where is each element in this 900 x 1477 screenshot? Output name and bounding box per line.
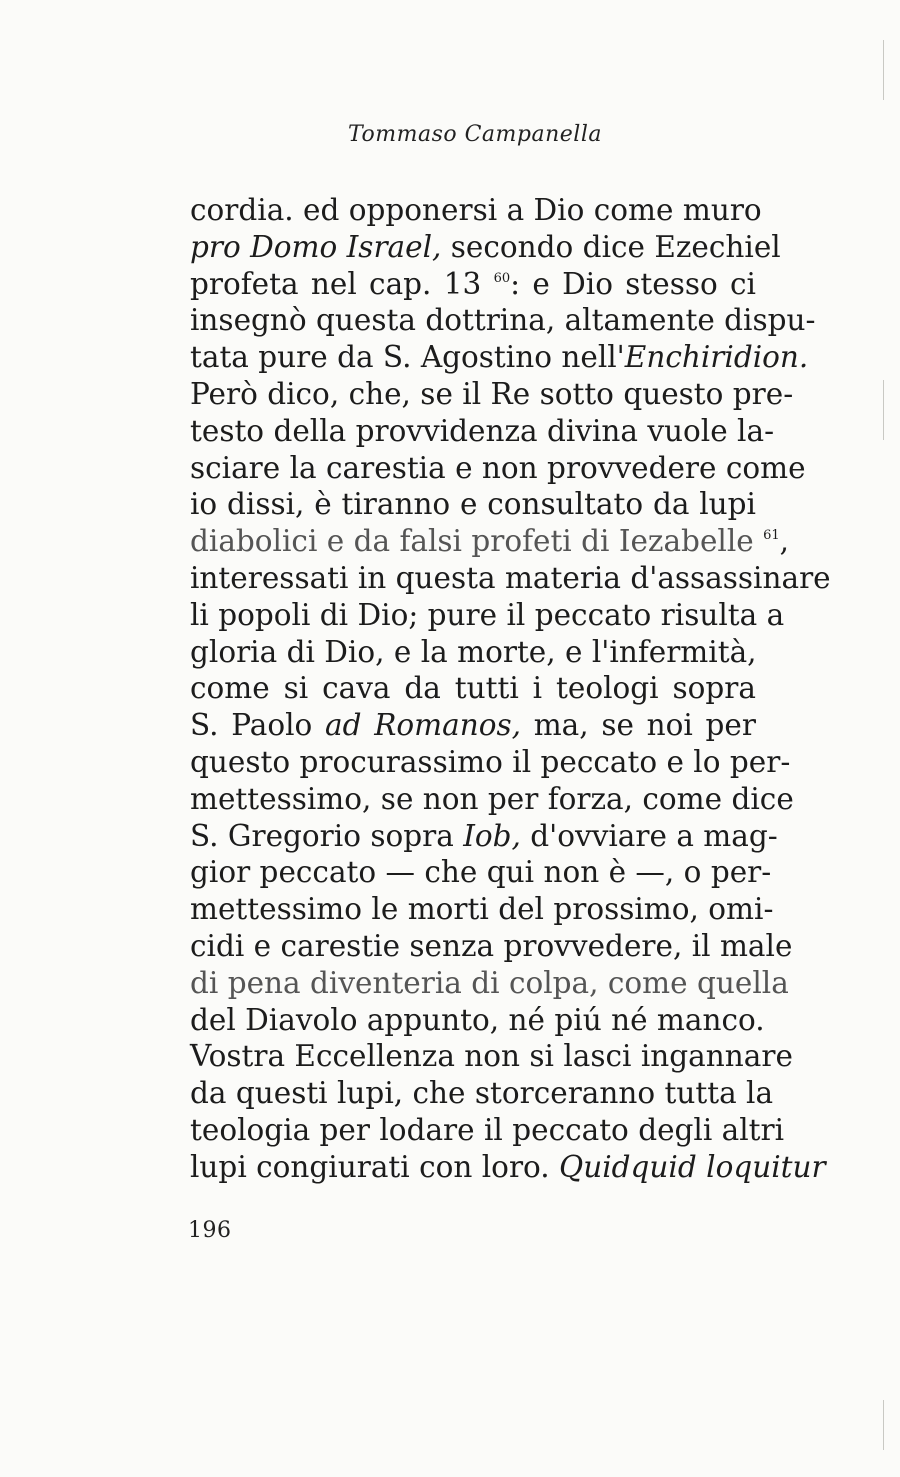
text-segment: S. Paolo (190, 708, 326, 743)
text-segment: da questi lupi, che storceranno tutta la (190, 1076, 774, 1111)
text-segment: d'ovviare a mag- (520, 818, 778, 853)
text-segment: di pena diventeria di colpa, come quella (190, 965, 789, 1000)
text-segment: sciare la carestia e non provvedere come (190, 450, 806, 485)
text-segment: , (779, 524, 790, 559)
body-text (190, 192, 831, 1186)
text-segment: cordia. ed opponersi a Dio come muro (190, 193, 762, 227)
text-line (190, 854, 772, 891)
text-segment: ad Romanos, (325, 708, 521, 743)
text-line (190, 597, 785, 634)
text-line (190, 413, 775, 450)
text-line (190, 965, 789, 1002)
text-segment: teologia per lodare il peccato degli altri (190, 1112, 785, 1147)
text-segment: Enchiridion. (624, 340, 809, 375)
text-line (190, 376, 794, 413)
text-segment: lupi congiurati con loro. (190, 1149, 560, 1184)
footnote-ref: 60 (493, 270, 511, 286)
text-line (190, 891, 774, 928)
text-segment: io dissi, è tiranno e consultato da lupi (190, 487, 756, 522)
text-line (190, 1149, 826, 1186)
text-segment: profeta nel cap. 13 (190, 266, 494, 301)
text-segment: interessati in questa materia d'assassinare (190, 560, 831, 595)
text-segment: S. Gregorio sopra (190, 818, 464, 853)
scan-edge-mark (883, 40, 884, 100)
text-segment: diabolici e da falsi profeti di Iezabelle (190, 524, 764, 559)
text-line (190, 339, 809, 376)
footnote-ref: 61 (763, 528, 780, 544)
text-segment: Quidquid loquitur (559, 1149, 826, 1184)
text-segment: li popoli di Dio; pure il peccato risulta a (190, 597, 785, 632)
text-segment: pro Domo Israel, (190, 229, 442, 264)
text-line (190, 450, 806, 487)
text-line (190, 192, 762, 229)
text-segment: secondo dice Ezechiel (441, 229, 781, 264)
text-line (190, 486, 756, 523)
scan-edge-mark (883, 1400, 884, 1450)
text-line (190, 229, 781, 266)
text-segment: Però dico, che, se il Re sotto questo pre- (190, 376, 794, 411)
text-line (190, 560, 831, 597)
text-segment: del Diavolo appunto, né piú né manco. (190, 1002, 765, 1037)
text-segment: ma, se noi per (521, 708, 756, 743)
text-segment: insegnò questa dottrina, altamente dispu- (190, 303, 816, 338)
text-segment: Vostra Eccellenza non si lasci ingannare (190, 1039, 793, 1074)
text-segment: gior peccato — che qui non è —, o per- (190, 855, 772, 890)
text-line (190, 1002, 765, 1039)
text-segment: mettessimo, se non per forza, come dice (190, 781, 794, 816)
text-line (190, 781, 794, 818)
page-number: 196 (188, 1218, 232, 1243)
text-line (190, 707, 756, 744)
text-segment: : e Dio stesso ci (510, 266, 756, 301)
text-segment: testo della provvidenza divina vuole la- (190, 413, 775, 448)
text-segment: Iob, (463, 818, 521, 853)
text-line (190, 634, 756, 671)
text-line (190, 1075, 774, 1112)
scan-edge-mark (883, 380, 884, 440)
text-segment: questo procurassimo il peccato e lo per- (190, 744, 791, 779)
text-line (190, 928, 793, 965)
text-segment: gloria di Dio, e la morte, e l'infermità, (190, 634, 757, 669)
text-segment: come si cava da tutti i teologi sopra (190, 671, 756, 706)
text-line (190, 670, 756, 707)
text-segment: cidi e carestie senza provvedere, il male (190, 928, 793, 963)
running-head: Tommaso Campanella (348, 122, 602, 147)
text-line (190, 302, 816, 339)
text-segment: mettessimo le morti del prossimo, omi- (190, 892, 774, 927)
text-line (190, 744, 791, 781)
text-line (190, 1038, 793, 1075)
text-line (190, 266, 756, 303)
text-segment: tata pure da S. Agostino nell' (190, 340, 625, 375)
text-line (190, 818, 778, 855)
text-line (190, 523, 790, 560)
text-line (190, 1112, 785, 1149)
